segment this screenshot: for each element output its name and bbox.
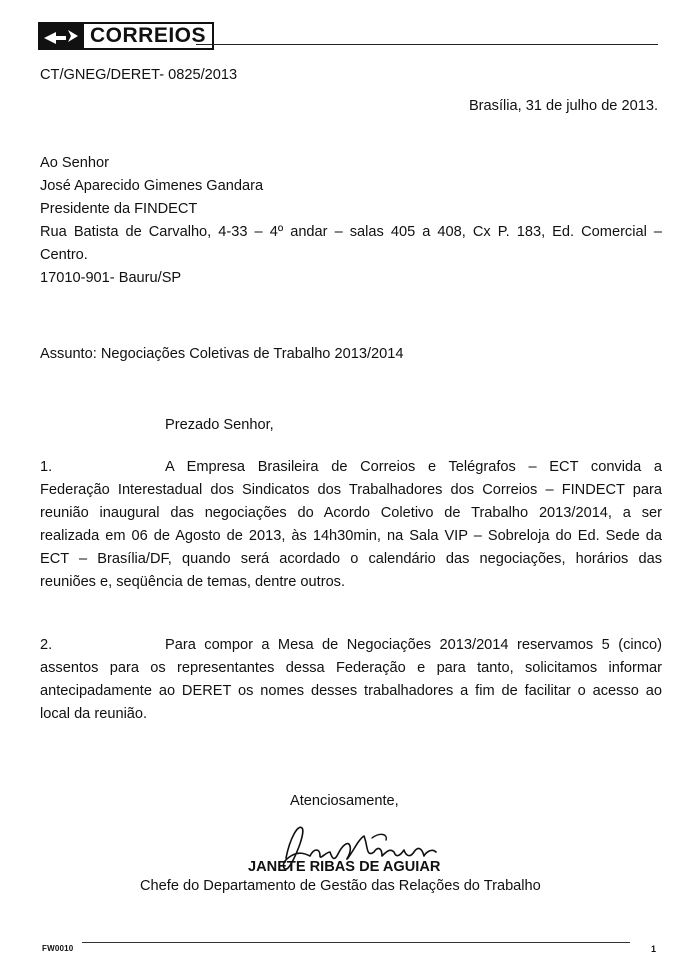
correios-arrow-icon [38,22,84,50]
paragraph-2-number: 2. [40,637,53,653]
paragraph-1-line: realizada em 06 de Agosto de 2013, às 14h30min, na Sala VIP – Sobreloja do Ed. Sede da [40,528,662,544]
addressee-block [40,152,662,290]
paragraph-1-line: 1. A Empresa Brasileira de Correios e Telégrafos – ECT convida a [40,456,662,479]
header-rule [196,44,658,45]
date-line: Brasília, 31 de julho de 2013. [468,98,658,114]
paragraph-2-line: local da reunião. [40,706,148,722]
paragraph-1-number: 1. [40,459,53,475]
subject-line: Assunto: Negociações Coletivas de Trabalho 2013/2014 [40,346,404,362]
closing: Atenciosamente, [290,793,399,809]
paragraph-1-line: Federação Interestadual dos Sindicatos dos Trabalhadores dos Correios – FINDECT para [40,482,662,498]
paragraph-2-line: antecipadamente ao DERET os nomes desses trabalhadores a fim de facilitar o acesso ao [40,683,662,699]
paragraph-1-line: reunião inaugural das negociações do Acordo Coletivo de Trabalho 2013/2014, a ser [40,505,662,521]
addressee-name: José Aparecido Gimenes Gandara [40,178,264,194]
signer-title: Chefe do Departamento de Gestão das Relações do Trabalho [140,878,541,894]
reference-number: CT/GNEG/DERET- 0825/2013 [40,67,238,83]
signer-name: JANETE RIBAS DE AGUIAR [248,859,441,875]
paragraph-1-line: ECT – Brasília/DF, quando será acordado o calendário das negociações, horários das [40,551,662,567]
footer-rule [82,942,630,943]
addressee-postal-city: 17010-901- Bauru/SP [40,270,182,286]
paragraph-1-line: reuniões e, seqüência de temas, dentre outros. [40,574,346,590]
paragraph-2-line: assentos para os representantes dessa Federação e para tanto, solicitamos informar [40,660,662,676]
paragraph-1 [40,456,662,594]
paragraph-2-line: 2. Para compor a Mesa de Negociações 2013/2014 reservamos 5 (cinco) [40,634,662,657]
greeting: Prezado Senhor, [165,417,274,433]
addressee-address-line-2: Centro. [40,247,88,263]
addressee-address-line-1: Rua Batista de Carvalho, 4-33 – 4º andar – salas 405 a 408, Cx P. 183, Ed. Comercial – [40,224,662,240]
paragraph-2 [40,634,662,726]
correios-logo [38,20,214,52]
form-code: FW0010 [42,944,74,953]
addressee-salutation: Ao Senhor [40,155,109,171]
logo-text: CORREIOS [84,22,214,50]
page-number: 1 [650,944,656,954]
addressee-role: Presidente da FINDECT [40,201,198,217]
